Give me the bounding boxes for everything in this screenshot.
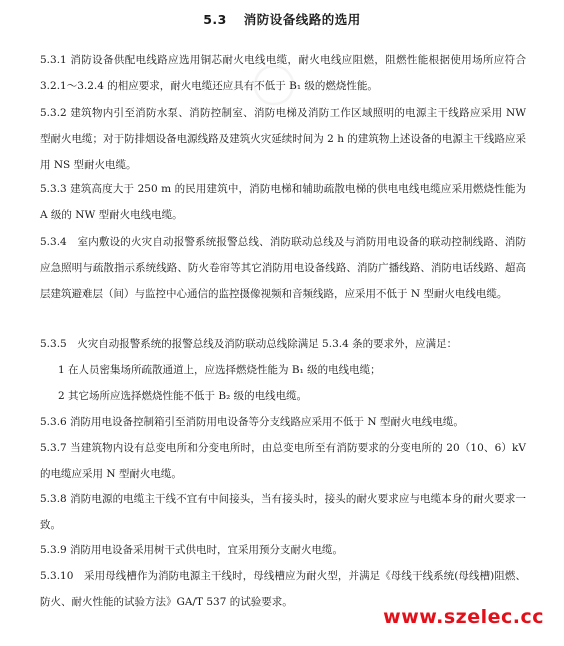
clause-5-3-8: 5.3.8 消防电源的电缆主干线不宜有中间接头，当有接头时，接头的耐火要求应与电缆本身的耐火要求一致。: [40, 493, 526, 531]
clause-5-3-5-item-1: 1 在人员密集场所疏散通道上，应选择燃烧性能为 B₁ 级的电线电缆；: [58, 364, 381, 376]
clause-5-3-2: 5.3.2 建筑物内引至消防水泵、消防控制室、消防电梯及消防工作区域照明的电源主干线路应采用 NW 型耐火电缆；对于防排烟设备电源线路及建筑火灾延续时间为 2 h 的建筑物上述设备的电源主干线路应采用 NS 型耐火电缆。: [40, 107, 526, 171]
section-title: 消防设备线路的选用: [243, 12, 361, 27]
clause-5-3-10: 5.3.10 采用母线槽作为消防电源主干线时，母线槽应为耐火型，并满足《母线干线系统(母线槽)阻燃、防火、耐火性能的试验方法》GA/T 537 的试验要求。: [40, 570, 526, 608]
clause-5-3-3: 5.3.3 建筑高度大于 250 m 的民用建筑中，消防电梯和辅助疏散电梯的供电电线电缆应采用燃烧性能为 A 级的 NW 型耐火电线电缆。: [40, 183, 526, 221]
clause-5-3-5: 5.3.5 火灾自动报警系统的报警总线及消防联动总线除满足 5.3.4 条的要求外，应满足：: [40, 338, 458, 350]
clause-5-3-1: 5.3.1 消防设备供配电线路应选用铜芯耐火电线电缆，耐火电线应阻燃，阻燃性能根据使用场所应符合 3.2.1～3.2.4 的相应要求，耐火电缆还应具有不低于 B₁ 级的燃烧性能。: [40, 54, 526, 92]
section-heading: [0, 10, 564, 28]
clause-5-3-6: 5.3.6 消防用电设备控制箱引至消防用电设备等分支线路应采用不低于 N 型耐火电线电缆。: [40, 416, 464, 428]
section-number: 5.3: [203, 12, 227, 27]
clause-5-3-7: 5.3.7 当建筑物内设有总变电所和分变电所时，由总变电所至有消防要求的分变电所的 20（10、6）kV 的电缆应采用 N 型耐火电缆。: [40, 442, 526, 480]
site-watermark-link[interactable]: www.szelec.cc: [383, 606, 544, 628]
clause-5-3-5-item-2: 2 其它场所应选择燃烧性能不低于 B₂ 级的电线电缆。: [58, 390, 308, 402]
clause-5-3-9: 5.3.9 消防用电设备采用树干式供电时，宜采用预分支耐火电缆。: [40, 544, 344, 556]
background-watermark-stamp: ◯: [240, 51, 305, 115]
clause-5-3-4: 5.3.4 室内敷设的火灾自动报警系统报警总线、消防联动总线及与消防用电设备的联动控制线路、消防应急照明与疏散指示系统线路、防火卷帘等其它消防用电设备线路、消防广播线路、消防电话线路、超高层建筑避难层（间）与监控中心通信的监控摄像视频和音频线路，应采用不低于 N 型耐火电线电缆。: [40, 236, 526, 300]
